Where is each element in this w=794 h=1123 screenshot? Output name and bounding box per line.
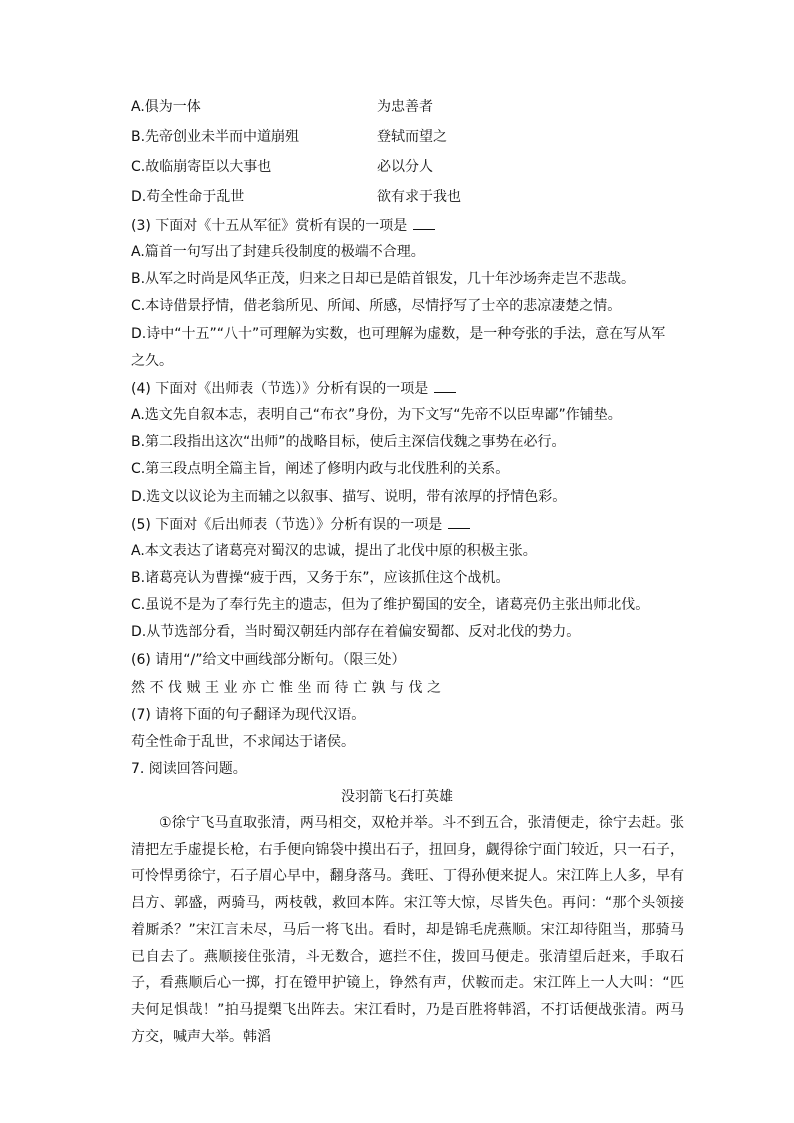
q3-option-d-cont: 之久。 xyxy=(131,353,173,369)
q5-stem-line xyxy=(131,516,470,533)
q7-sentence: 苟全性命于乱世，不求闻达于诸侯。 xyxy=(131,734,355,750)
answer-blank[interactable] xyxy=(413,217,435,230)
option-c-right: 必以分人 xyxy=(377,159,433,175)
q3-stem: (3) 下面对《十五从军征》赏析有误的一项是 xyxy=(131,218,408,234)
option-a-left: A.俱为一体 xyxy=(131,99,201,115)
option-d-right: 欲有求于我也 xyxy=(377,189,461,205)
q3-option-d: D.诗中“十五”“八十”可理解为实数，也可理解为虚数，是一种夸张的手法，意在写从军 xyxy=(131,326,666,342)
answer-blank[interactable] xyxy=(448,516,470,529)
q5-stem: (5) 下面对《后出师表（节选）》分析有误的一项是 xyxy=(131,517,443,533)
q6-sentence: 然不伐贼王业亦亡惟坐而待亡孰与伐之 xyxy=(131,680,446,696)
passage-title: 没羽箭飞石打英雄 xyxy=(341,789,453,805)
option-d-left: D.苟全性命于乱世 xyxy=(131,189,245,205)
option-b-left: B.先帝创业未半而中道崩殂 xyxy=(131,129,300,145)
q4-option-a: A.选文先自叙本志，表明自己“布衣”身份，为下文写“先帝不以臣卑鄙”作铺垫。 xyxy=(131,407,622,423)
q4-stem: (4) 下面对《出师表（节选）》分析有误的一项是 xyxy=(131,381,429,397)
option-b-right: 登轼而望之 xyxy=(377,129,447,145)
q7-stem: (7) 请将下面的句子翻译为现代汉语。 xyxy=(131,707,366,723)
q5-option-b: B.诸葛亮认为曹操“疲于西，又务于东”，应该抓住这个战机。 xyxy=(131,570,510,586)
q6-stem: (6) 请用“/”给文中画线部分断句。（限三处） xyxy=(131,652,406,668)
q4-stem-line xyxy=(131,380,456,397)
q5-option-c: C.虽说不是为了奉行先主的遗志，但为了维护蜀国的安全，诸葛亮仍主张出师北伐。 xyxy=(131,597,650,613)
q4-option-b: B.第二段指出这次“出师”的战略目标，使后主深信伐魏之事势在必行。 xyxy=(131,434,566,450)
q3-option-a: A.篇首一句写出了封建兵役制度的极端不合理。 xyxy=(131,244,425,260)
q4-option-c: C.第三段点明全篇主旨，阐述了修明内政与北伐胜利的关系。 xyxy=(131,461,510,477)
question7-stem: 7. 阅读回答问题。 xyxy=(131,761,247,777)
answer-blank[interactable] xyxy=(434,380,456,393)
q5-option-a: A.本文表达了诸葛亮对蜀汉的忠诚，提出了北伐中原的积极主张。 xyxy=(131,543,537,559)
q4-option-d: D.选文以议论为主而辅之以叙事、描写、说明，带有浓厚的抒情色彩。 xyxy=(131,489,567,505)
option-c-left: C.故临崩寄臣以大事也 xyxy=(131,159,272,175)
option-a-right: 为忠善者 xyxy=(377,99,433,115)
q3-option-b: B.从军之时尚是风华正茂，归来之日却已是皓首银发，几十年沙场奔走岂不悲哉。 xyxy=(131,271,636,287)
passage-paragraph: ①徐宁飞马直取张清，两马相交，双枪并举。斗不到五合，张清便走，徐宁去赶。张清把左手虚提长枪，右手便向锦袋中摸出石子，扭回身，觑得徐宁面门较近，只一石子，可怜悍勇徐宁，石子眉心早中，翻身落马。龚旺、丁得孙便来捉人。宋江阵上人多，早有吕方、郭盛，两骑马，两枝戟，救回本阵。宋江等大惊，尽皆失色。再问：“那个头领接着厮杀？”宋江言未尽，马后一将飞出。看时，却是锦毛虎燕顺。宋江却待阻当，那骑马已自去了。燕顺接住张清，斗无数合，遮拦不住，拨回马便走。张清望后赶来，手取石子，看燕顺后心一掷，打在镫甲护镜上，铮然有声，伏鞍而走。宋江阵上一人大叫：“匹夫何足惧哉！”拍马提槊飞出阵去。宋江看时，乃是百胜将韩滔，不打话便战张清。两马方交，喊声大举。韩滔 xyxy=(131,815,684,1045)
q3-stem-line xyxy=(131,217,435,234)
q3-option-c: C.本诗借景抒情，借老翁所见、所闻、所感，尽情抒写了士卒的悲凉凄楚之情。 xyxy=(131,298,622,314)
q5-option-d: D.从节选部分看，当时蜀汉朝廷内部存在着偏安蜀都、反对北伐的势力。 xyxy=(131,624,581,640)
